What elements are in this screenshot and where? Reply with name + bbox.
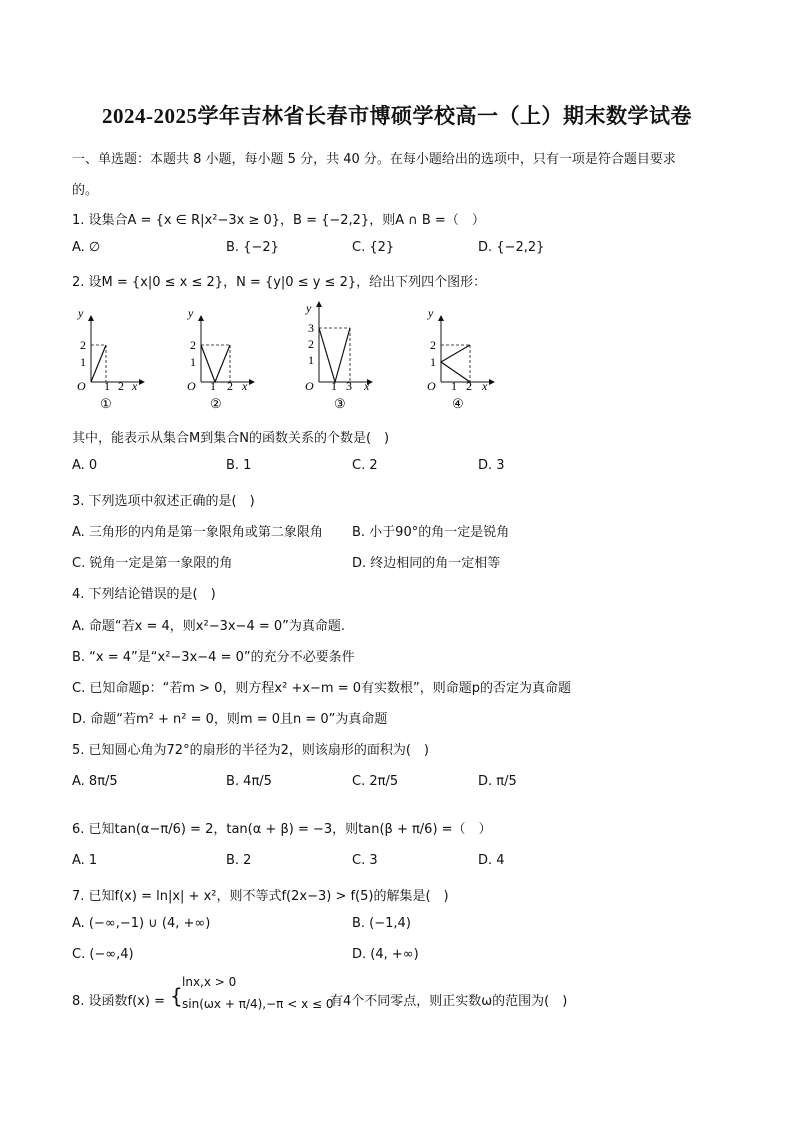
svg-text:2: 2: [430, 338, 436, 352]
question-1-stem: 1. 设集合A = {x ∈ R|x²−3x ≥ 0}，B = {−2,2}，则A ∩ B =（ ）: [72, 213, 485, 228]
question-4-stem: 4. 下列结论错误的是( ): [72, 587, 216, 602]
svg-text:y: y: [188, 306, 194, 320]
question-8-piece-2: sin(ωx + π/4),−π < x ≤ 0: [182, 997, 334, 1011]
svg-text:y: y: [78, 306, 84, 320]
question-7-option-b: B. (−1,4): [352, 916, 411, 931]
svg-text:O: O: [427, 379, 436, 393]
question-6-option-a: A. 1: [72, 853, 98, 868]
question-5-option-c: C. 2π/5: [352, 774, 399, 789]
question-3-option-d: D. 终边相同的角一定相等: [352, 556, 501, 571]
svg-text:2: 2: [308, 337, 314, 351]
svg-text:3: 3: [346, 379, 352, 393]
graph-3-caption: ③: [334, 396, 346, 411]
graph-4: [427, 306, 494, 411]
question-2-option-b: B. 1: [226, 458, 252, 473]
svg-text:3: 3: [308, 321, 314, 335]
svg-text:1: 1: [308, 353, 314, 367]
graph-4-caption: ④: [452, 396, 464, 411]
svg-text:x: x: [242, 379, 248, 393]
section-heading-line1: 一、单选题：本题共 8 小题，每小题 5 分，共 40 分。在每小题给出的选项中，只有一项是符合题目要求: [72, 152, 676, 167]
svg-text:1: 1: [430, 355, 436, 369]
question-2-option-d: D. 3: [478, 458, 505, 473]
question-3-stem: 3. 下列选项中叙述正确的是( ): [72, 494, 255, 509]
question-5-stem: 5. 已知圆心角为72°的扇形的半径为2，则该扇形的面积为( ): [72, 743, 429, 758]
svg-text:O: O: [305, 379, 314, 393]
question-6-option-b: B. 2: [226, 853, 252, 868]
question-7-option-d: D. (4, +∞): [352, 947, 419, 962]
graph-1-caption: ①: [100, 396, 112, 411]
question-5-option-b: B. 4π/5: [226, 774, 272, 789]
piecewise-brace: {: [170, 984, 183, 1008]
question-3-option-a: A. 三角形的内角是第一象限角或第二象限角: [72, 525, 323, 540]
question-1-option-a: A. ∅: [72, 240, 101, 255]
svg-text:1: 1: [451, 379, 457, 393]
svg-text:1: 1: [104, 379, 110, 393]
svg-text:2: 2: [80, 338, 86, 352]
graph-2-caption: ②: [210, 396, 222, 411]
svg-text:1: 1: [331, 379, 337, 393]
question-4-option-c: C. 已知命题p：“若m > 0，则方程x² +x−m = 0有实数根”，则命题p的否定为真命题: [72, 681, 572, 696]
question-7-stem: 7. 已知f(x) = ln|x| + x²，则不等式f(2x−3) > f(5)的解集是( ): [72, 889, 449, 904]
question-1-option-b: B. {−2}: [226, 240, 279, 255]
section-heading-line2: 的。: [72, 183, 99, 198]
question-8-piece-1: lnx,x > 0: [182, 975, 237, 989]
svg-text:2: 2: [227, 379, 233, 393]
question-3-option-b: B. 小于90°的角一定是锐角: [352, 525, 510, 540]
svg-text:1: 1: [210, 379, 216, 393]
question-6-stem: 6. 已知tan(α−π/6) = 2，tan(α + β) = −3，则tan(β + π/6) =（ ）: [72, 822, 492, 837]
graph-1: [77, 306, 144, 411]
question-4-option-b: B. “x = 4”是“x²−3x−4 = 0”的充分不必要条件: [72, 650, 355, 665]
svg-text:2: 2: [190, 338, 196, 352]
question-8-stem-suffix: 有4个不同零点，则正实数ω的范围为( ): [330, 994, 568, 1009]
svg-text:O: O: [77, 379, 86, 393]
question-2-option-a: A. 0: [72, 458, 98, 473]
svg-text:2: 2: [118, 379, 124, 393]
question-2-followup: 其中，能表示从集合M到集合N的函数关系的个数是( ): [72, 431, 390, 446]
svg-text:y: y: [428, 306, 434, 320]
svg-text:y: y: [306, 301, 312, 315]
question-1-option-d: D. {−2,2}: [478, 240, 545, 255]
svg-text:1: 1: [190, 355, 196, 369]
question-5-option-d: D. π/5: [478, 774, 517, 789]
question-6-option-c: C. 3: [352, 853, 378, 868]
graph-2: [187, 306, 254, 411]
question-2-stem: 2. 设M = {x|0 ≤ x ≤ 2}，N = {y|0 ≤ y ≤ 2}，给出下列四个图形：: [72, 275, 487, 290]
question-6-option-d: D. 4: [478, 853, 505, 868]
page-title: 2024-2025学年吉林省长春市博硕学校高一（上）期末数学试卷: [102, 104, 692, 128]
svg-text:1: 1: [80, 355, 86, 369]
svg-text:x: x: [482, 379, 488, 393]
svg-text:x: x: [132, 379, 138, 393]
question-4-option-d: D. 命题“若m² + n² = 0，则m = 0且n = 0”为真命题: [72, 712, 388, 727]
question-5-option-a: A. 8π/5: [72, 774, 118, 789]
question-3-option-c: C. 锐角一定是第一象限的角: [72, 556, 233, 571]
svg-text:2: 2: [466, 379, 472, 393]
function-graphs-figure: [72, 298, 512, 414]
question-7-option-a: A. (−∞,−1) ∪ (4, +∞): [72, 916, 211, 931]
question-7-option-c: C. (−∞,4): [72, 947, 134, 962]
svg-text:x: x: [364, 379, 370, 393]
svg-text:O: O: [187, 379, 196, 393]
graph-3: [305, 301, 372, 411]
question-8-stem-prefix: 8. 设函数f(x) =: [72, 994, 165, 1009]
question-4-option-a: A. 命题“若x = 4，则x²−3x−4 = 0”为真命题.: [72, 619, 346, 634]
question-1-option-c: C. {2}: [352, 240, 395, 255]
question-2-option-c: C. 2: [352, 458, 378, 473]
